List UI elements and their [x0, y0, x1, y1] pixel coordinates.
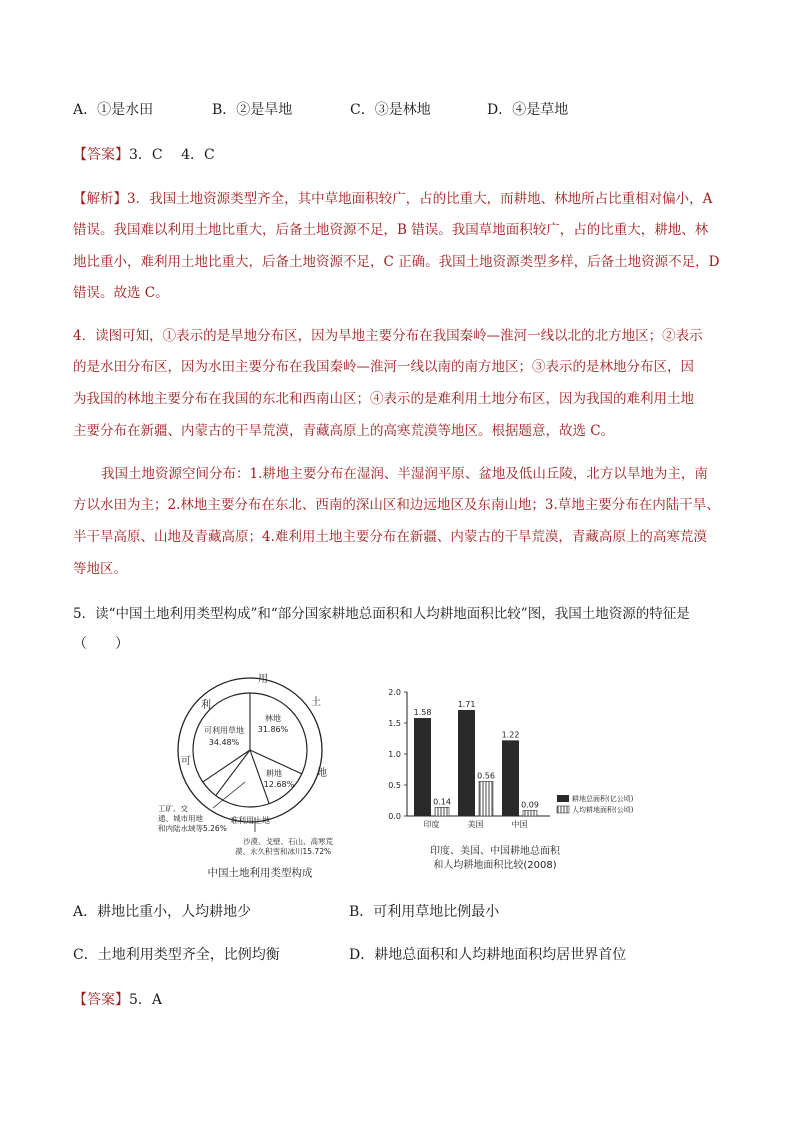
- bar-percap-印度: [435, 807, 449, 816]
- analysis-3-line-4: 错误。故选 C。: [73, 285, 169, 301]
- summary-line-1: 我国土地资源空间分布：1.耕地主要分布在湿润、半湿润平原、盆地及低山丘陵，北方以旱地为主，南: [101, 466, 708, 482]
- callout-left-1: 工矿、交: [158, 804, 188, 813]
- answer-text: 3．C 4．C: [129, 147, 215, 163]
- x-category-label: 印度: [423, 820, 440, 829]
- q5-option-b: B．可利用草地比例最小: [349, 904, 500, 920]
- summary-line-4: 等地区。: [73, 561, 127, 577]
- option-b: B．②是旱地: [212, 102, 293, 118]
- q5-option-d: D．耕地总面积和人均耕地面积均居世界首位: [349, 947, 627, 963]
- bar-total-美国: [458, 710, 475, 816]
- answer-5: [73, 990, 162, 1010]
- y-tick-label: 2.0: [388, 688, 401, 697]
- q5-paren: （ ）: [73, 636, 129, 652]
- ring-label-5: 可: [181, 756, 191, 767]
- slice-label-grassland: 可利用草地: [204, 726, 244, 735]
- callout-left-2: 通、城市用地: [158, 814, 203, 823]
- bar-caption-2: 和人均耕地面积比较(2008): [433, 860, 557, 871]
- analysis-tag: 【解析】: [73, 191, 127, 207]
- callout-left-3: 和内陆水域等5.26%: [158, 824, 227, 833]
- y-tick-label: 1.5: [388, 719, 401, 728]
- y-tick-label: 0.5: [388, 781, 401, 790]
- callout-bottom-2: 漠、永久积雪和冰川15.72%: [235, 847, 332, 856]
- bar-percap-美国: [479, 781, 493, 816]
- bar-chart: [388, 688, 633, 871]
- q5-option-c: C．土地利用类型齐全，比例均衡: [73, 947, 280, 963]
- q5-option-a: A．耕地比重小，人均耕地少: [73, 904, 252, 920]
- analysis-3-line-1: [73, 189, 712, 209]
- legend-percap: 人均耕地面积(公顷): [572, 806, 634, 814]
- legend-swatch-percap: [557, 806, 569, 813]
- answer5-text: 5．A: [129, 992, 163, 1008]
- bar-total-中国: [502, 740, 519, 816]
- pie-caption: 中国土地利用类型构成: [207, 867, 313, 879]
- y-tick-label: 1.0: [388, 750, 401, 759]
- legend-total: 耕地总面积(亿公顷): [572, 795, 634, 803]
- ring-label-1: 用: [258, 674, 268, 685]
- summary-line-3: 半干旱高原、山地及青藏高原；4.难利用土地主要分布在新疆、内蒙古的干旱荒漠，青藏高原上的高寒荒漠: [73, 529, 707, 545]
- ring-label-2: 土: [311, 697, 321, 708]
- answer-3-4: [73, 145, 215, 165]
- bar-label-total: 1.58: [413, 708, 432, 718]
- answer-tag: 【答案】: [73, 147, 129, 163]
- q5-stem: 5．读“中国土地利用类型构成”和“部分国家耕地总面积和人均耕地面积比较”图，我国土地资源的特征是: [73, 606, 690, 622]
- slice-label-forest: 林地: [265, 714, 281, 723]
- option-d: D．④是草地: [487, 102, 569, 118]
- option-a: A．①是水田: [73, 102, 154, 118]
- analysis-4-line-3: 为我国的林地主要分布在我国的东北和西南山区；④表示的是难利用土地分布区，因为我国的难利用土地: [73, 391, 694, 407]
- legend-swatch-total: [557, 795, 569, 802]
- slice-label-cropland: 耕地: [266, 769, 282, 778]
- slice-label-unusable: 难利用土地: [230, 816, 270, 825]
- analysis-4-line-2: 的是水田分布区，因为水田主要分布在我国秦岭—淮河一线以南的南方地区；③表示的是林地分布区，因: [73, 359, 694, 375]
- answer5-tag: 【答案】: [73, 992, 129, 1008]
- analysis-4-line-1: 4．读图可知，①表示的是旱地分布区，因为旱地主要分布在我国秦岭—淮河一线以北的北方地区；②表示: [73, 328, 703, 344]
- pie-chart: [158, 673, 333, 879]
- bar-label-percap: 0.14: [433, 797, 451, 807]
- bar-label-total: 1.22: [501, 730, 520, 740]
- analysis-3-text-1: 3．我国土地资源类型齐全，其中草地面积较广，占的比重大，而耕地、林地所占比重相对偏小，A: [127, 191, 713, 207]
- analysis-3-line-3: 地比重小，难利用土地比重大，后备土地资源不足，C 正确。我国土地资源类型多样，后备土地资源不足，D: [73, 254, 720, 270]
- bar-percap-中国: [523, 810, 537, 816]
- bar-total-印度: [414, 718, 431, 816]
- y-tick-label: 0.0: [388, 812, 401, 821]
- bar-caption-1: 印度、美国、中国耕地总面积: [430, 846, 560, 857]
- slice-pct-forest: 31.86%: [257, 725, 289, 734]
- summary-line-2: 方以水田为主；2.林地主要分布在东北、西南的深山区和边远地区及东南山地；3.草地主要分布在内陆干旱、: [73, 497, 720, 513]
- analysis-3-line-2: 错误。我国难以利用土地比重大，后备土地资源不足，B 错误。我国草地面积较广，占的比重大，耕地、林: [73, 222, 709, 238]
- bar-label-total: 1.71: [457, 699, 476, 709]
- slice-pct-grassland: 34.48%: [208, 738, 240, 747]
- slice-pct-cropland: 12.68%: [263, 780, 295, 789]
- bar-label-percap: 0.56: [477, 771, 495, 781]
- x-category-label: 美国: [467, 820, 484, 829]
- analysis-4-line-4: 主要分布在新疆、内蒙古的干旱荒漠，青藏高原上的高寒荒漠等地区。根据题意，故选 C。: [73, 423, 615, 439]
- option-c: C．③是林地: [350, 102, 431, 118]
- x-category-label: 中国: [511, 820, 528, 829]
- bar-label-percap: 0.09: [521, 800, 539, 810]
- callout-bottom-1: 沙漠、戈壁、石山、高寒荒: [243, 837, 333, 846]
- figures: [155, 672, 655, 887]
- ring-label-3: 地: [317, 768, 327, 779]
- ring-label-4: 利: [201, 700, 211, 711]
